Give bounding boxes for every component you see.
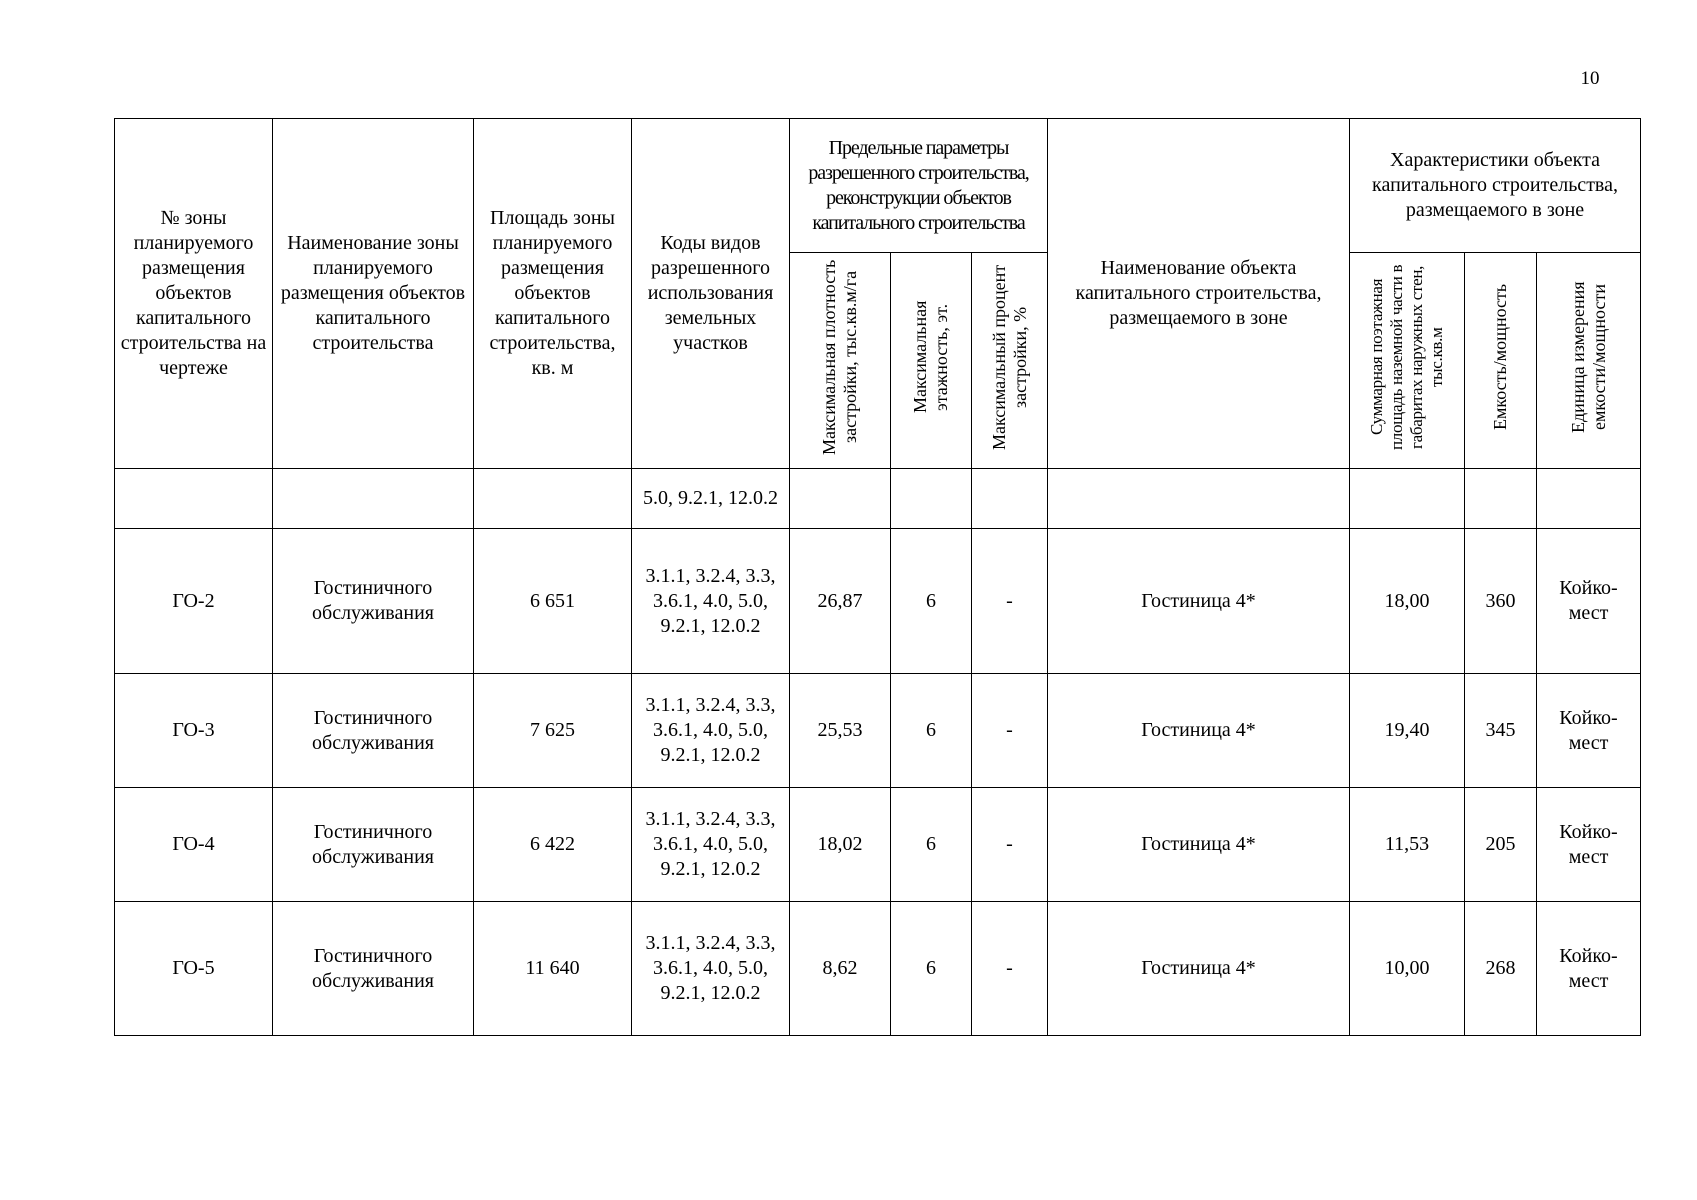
cell-capacity: 345 xyxy=(1465,674,1537,788)
cell-zone-no: ГО-2 xyxy=(115,529,273,674)
header-zone-name: Наименование зоны планируемого размещения объектов капитального строительства xyxy=(273,119,474,469)
header-max-density-text: Максимальная плотность застройки, тыс.кв.м/га xyxy=(819,259,860,455)
cell-capacity: 360 xyxy=(1465,529,1537,674)
cell-max-percent: - xyxy=(972,902,1048,1036)
cell-total-area xyxy=(1350,469,1465,529)
cell-zone-name: Гостиничного обслуживания xyxy=(273,529,474,674)
cell-max-floors: 6 xyxy=(891,529,972,674)
cell-unit: Койко-мест xyxy=(1537,674,1641,788)
cell-zone-area xyxy=(474,469,632,529)
cell-object-name: Гостиница 4* xyxy=(1048,529,1350,674)
cell-zone-name: Гостиничного обслуживания xyxy=(273,674,474,788)
table-row xyxy=(115,469,1641,529)
cell-zone-no: ГО-5 xyxy=(115,902,273,1036)
cell-max-percent xyxy=(972,469,1048,529)
header-max-density xyxy=(790,253,891,469)
header-max-percent-text: Максимальный процент застройки, % xyxy=(988,264,1030,450)
zones-table xyxy=(114,118,1641,1036)
header-max-percent xyxy=(972,253,1048,469)
cell-use-codes: 5.0, 9.2.1, 12.0.2 xyxy=(632,469,790,529)
table-row xyxy=(115,902,1641,1036)
cell-use-codes: 3.1.1, 3.2.4, 3.3, 3.6.1, 4.0, 5.0, 9.2.1, 12.0.2 xyxy=(632,902,790,1036)
cell-max-density: 25,53 xyxy=(790,674,891,788)
cell-max-density xyxy=(790,469,891,529)
cell-zone-name: Гостиничного обслуживания xyxy=(273,788,474,902)
header-capacity-text: Емкость/мощность xyxy=(1490,283,1510,431)
cell-max-floors: 6 xyxy=(891,902,972,1036)
cell-max-density: 18,02 xyxy=(790,788,891,902)
header-use-codes: Коды видов разрешенного использования земельных участков xyxy=(632,119,790,469)
cell-use-codes: 3.1.1, 3.2.4, 3.3, 3.6.1, 4.0, 5.0, 9.2.1, 12.0.2 xyxy=(632,529,790,674)
cell-max-density: 8,62 xyxy=(790,902,891,1036)
cell-max-floors: 6 xyxy=(891,788,972,902)
cell-use-codes: 3.1.1, 3.2.4, 3.3, 3.6.1, 4.0, 5.0, 9.2.1, 12.0.2 xyxy=(632,674,790,788)
cell-unit xyxy=(1537,469,1641,529)
header-zone-no: № зоны планируемого размещения объектов капитального строительства на чертеже xyxy=(115,119,273,469)
cell-max-percent: - xyxy=(972,674,1048,788)
cell-total-area: 19,40 xyxy=(1350,674,1465,788)
header-object-name: Наименование объекта капитального строительства, размещаемого в зоне xyxy=(1048,119,1350,469)
table-row xyxy=(115,674,1641,788)
cell-max-floors: 6 xyxy=(891,674,972,788)
cell-zone-area: 11 640 xyxy=(474,902,632,1036)
header-zone-area: Площадь зоны планируемого размещения объектов капитального строительства, кв. м xyxy=(474,119,632,469)
header-unit xyxy=(1537,253,1641,469)
table-row xyxy=(115,529,1641,674)
cell-zone-no xyxy=(115,469,273,529)
header-total-area-text: Суммарная поэтажная площадь наземной части в габаритах наружных стен, тыс.кв.м xyxy=(1367,264,1446,450)
cell-zone-name: Гостиничного обслуживания xyxy=(273,902,474,1036)
cell-use-codes: 3.1.1, 3.2.4, 3.3, 3.6.1, 4.0, 5.0, 9.2.1, 12.0.2 xyxy=(632,788,790,902)
cell-zone-area: 6 422 xyxy=(474,788,632,902)
cell-max-percent: - xyxy=(972,529,1048,674)
header-max-floors-text: Максимальная этажность, эт. xyxy=(910,300,951,414)
cell-zone-area: 6 651 xyxy=(474,529,632,674)
header-total-area xyxy=(1350,253,1465,469)
cell-object-name: Гостиница 4* xyxy=(1048,902,1350,1036)
header-characteristics-group: Характеристики объекта капитального строительства, размещаемого в зоне xyxy=(1350,119,1641,253)
cell-unit: Койко-мест xyxy=(1537,902,1641,1036)
header-unit-text: Единица измерения емкости/мощности xyxy=(1567,281,1609,433)
table-row xyxy=(115,788,1641,902)
cell-total-area: 11,53 xyxy=(1350,788,1465,902)
cell-object-name: Гостиница 4* xyxy=(1048,674,1350,788)
cell-unit: Койко-мест xyxy=(1537,788,1641,902)
cell-object-name: Гостиница 4* xyxy=(1048,788,1350,902)
cell-capacity: 205 xyxy=(1465,788,1537,902)
cell-zone-no: ГО-3 xyxy=(115,674,273,788)
header-row-top xyxy=(115,119,1641,253)
cell-max-percent: - xyxy=(972,788,1048,902)
header-limits-group: Предельные параметры разрешенного строительства, реконструкции объектов капитального строительства xyxy=(790,119,1048,253)
header-max-floors xyxy=(891,253,972,469)
cell-max-floors xyxy=(891,469,972,529)
page-number: 10 xyxy=(1580,68,1600,89)
cell-zone-no: ГО-4 xyxy=(115,788,273,902)
header-capacity xyxy=(1465,253,1537,469)
cell-object-name xyxy=(1048,469,1350,529)
cell-max-density: 26,87 xyxy=(790,529,891,674)
cell-total-area: 18,00 xyxy=(1350,529,1465,674)
cell-unit: Койко-мест xyxy=(1537,529,1641,674)
cell-total-area: 10,00 xyxy=(1350,902,1465,1036)
cell-zone-name xyxy=(273,469,474,529)
cell-capacity: 268 xyxy=(1465,902,1537,1036)
cell-zone-area: 7 625 xyxy=(474,674,632,788)
cell-capacity xyxy=(1465,469,1537,529)
